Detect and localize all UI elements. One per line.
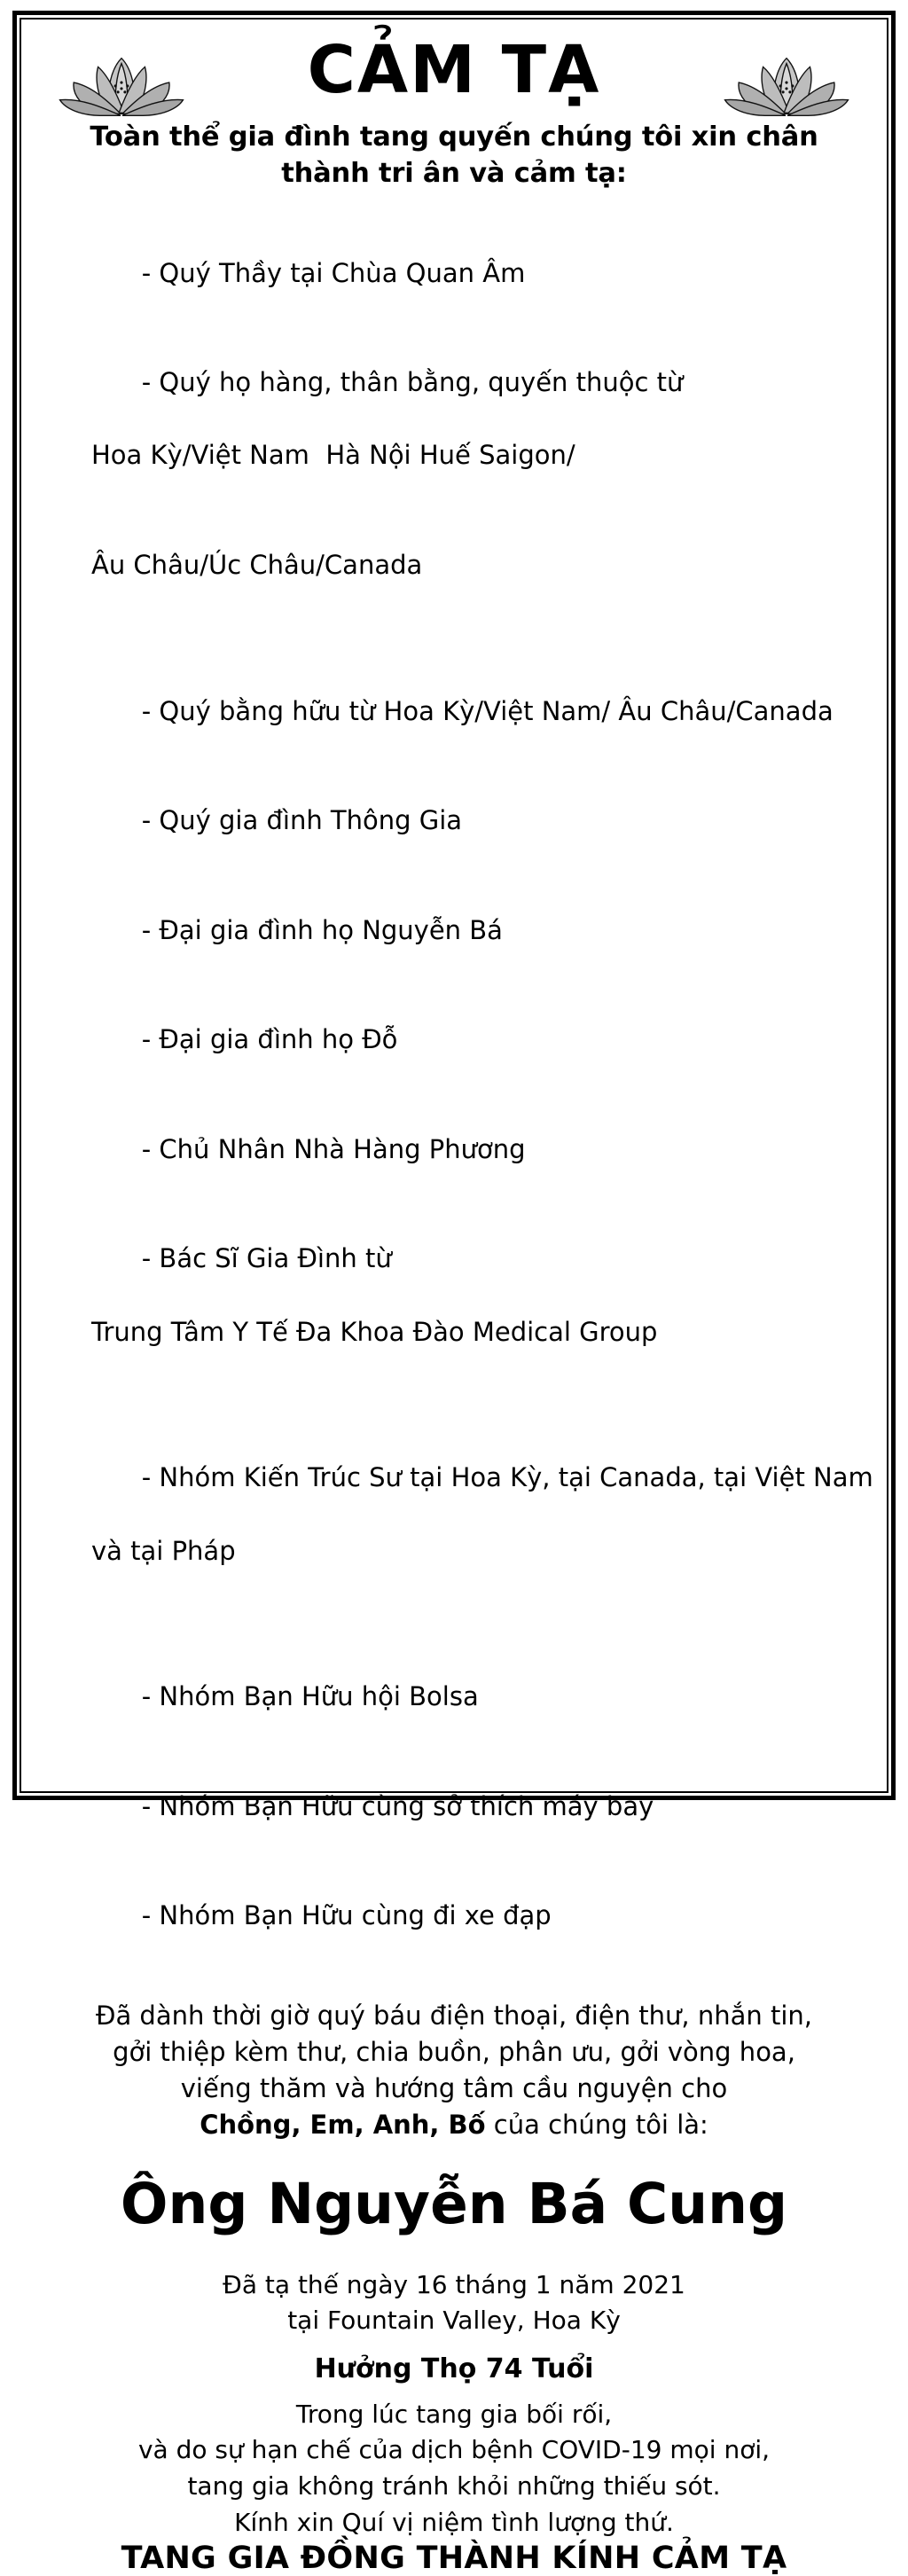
apology-note [50,2397,858,2541]
lotus-flower-icon [720,46,853,126]
intro-line: Toàn thể gia đình tang quyến chúng tôi xin chân [90,121,818,153]
list-item-continuation: Hoa Kỳ/Việt Nam Hà Nội Huế Saigon/ [91,440,575,471]
middle-line: viếng thăm và hướng tâm cầu nguyện cho [180,2072,728,2103]
list-item [76,1204,858,1423]
list-item-text: - Quý họ hàng, thân bằng, quyến thuộc từ [141,367,684,398]
list-item-text: - Quý bằng hữu từ Hoa Kỳ/Việt Nam/ Âu Châu/Canada [141,695,834,726]
list-item-text: - Nhóm Bạn Hữu cùng đi xe đạp [141,1900,552,1931]
header [50,32,858,108]
list-item-continuation: Trung Tâm Y Tế Đa Khoa Đào Medical Group [91,1316,658,1347]
list-item [76,1423,873,1642]
list-item [76,1642,858,1752]
list-item [76,218,858,328]
notice-content [30,27,878,2576]
death-date-line: Đã tạ thế ngày 16 tháng 1 năm 2021 [223,2269,685,2299]
middle-line: gởi thiệp kèm thư, chia buồn, phân ưu, gởi vòng hoa, [113,2036,795,2067]
note-line: Kính xin Quí vị niệm tình lượng thứ. [234,2507,674,2537]
lotus-flower-icon [55,46,188,126]
list-item-text: - Quý Thầy tại Chùa Quan Âm [141,257,526,288]
note-line: và do sự hạn chế của dịch bệnh COVID-19 mọi nơi, [137,2435,771,2465]
list-item-text: - Nhóm Kiến Trúc Sư tại Hoa Kỳ, tại Canada, tại Việt Nam [141,1462,873,1493]
note-line: Trong lúc tang gia bối rối, [295,2399,613,2429]
list-item [76,1752,858,1862]
relation-bold: Chồng, Em, Anh, Bố [200,2110,486,2141]
age-line: Hưởng Thọ 74 Tuổi [314,2353,594,2384]
note-line: tang gia không tránh khỏi những thiếu sót. [187,2470,721,2501]
list-item [76,985,858,1095]
middle-paragraph [50,1998,858,2144]
list-item-text: - Nhóm Bạn Hữu hội Bolsa [141,1681,479,1712]
list-item [76,1094,858,1204]
list-item-text: - Chủ Nhân Nhà Hàng Phương [141,1133,526,1164]
list-item-text: - Đại gia đình họ Nguyễn Bá [141,914,503,945]
page-title: CẢM TẠ [307,32,601,108]
list-item [76,656,858,766]
intro-paragraph [50,119,858,192]
list-item-continuation: Âu Châu/Úc Châu/Canada [91,549,423,580]
list-item [76,328,858,657]
relation-line [50,2107,858,2143]
list-item-text: - Nhóm Bạn Hữu cùng sở thích máy bay [141,1790,654,1821]
list-item-text: - Bác Sĩ Gia Đình từ [141,1243,392,1274]
relation-rest: của chúng tôi là: [485,2110,708,2141]
list-item [76,875,858,985]
list-item-text: - Đại gia đình họ Đỗ [141,1024,398,1055]
death-details [50,2267,858,2339]
list-item [76,766,858,876]
deceased-name: Ông Nguyễn Bá Cung [120,2172,788,2237]
death-place-line: tại Fountain Valley, Hoa Kỳ [287,2306,621,2336]
thanks-list [50,218,873,1970]
intro-line: thành tri ân và cảm tạ: [281,158,627,190]
middle-line: Đã dành thời giờ quý báu điện thoại, điện thư, nhắn tin, [95,2000,813,2031]
list-item-continuation: và tại Pháp [91,1535,236,1566]
list-item-text: - Quý gia đình Thông Gia [141,805,463,836]
list-item [76,1861,858,1971]
footer-signature: TANG GIA ĐỒNG THÀNH KÍNH CẢM TẠ [121,2541,787,2576]
